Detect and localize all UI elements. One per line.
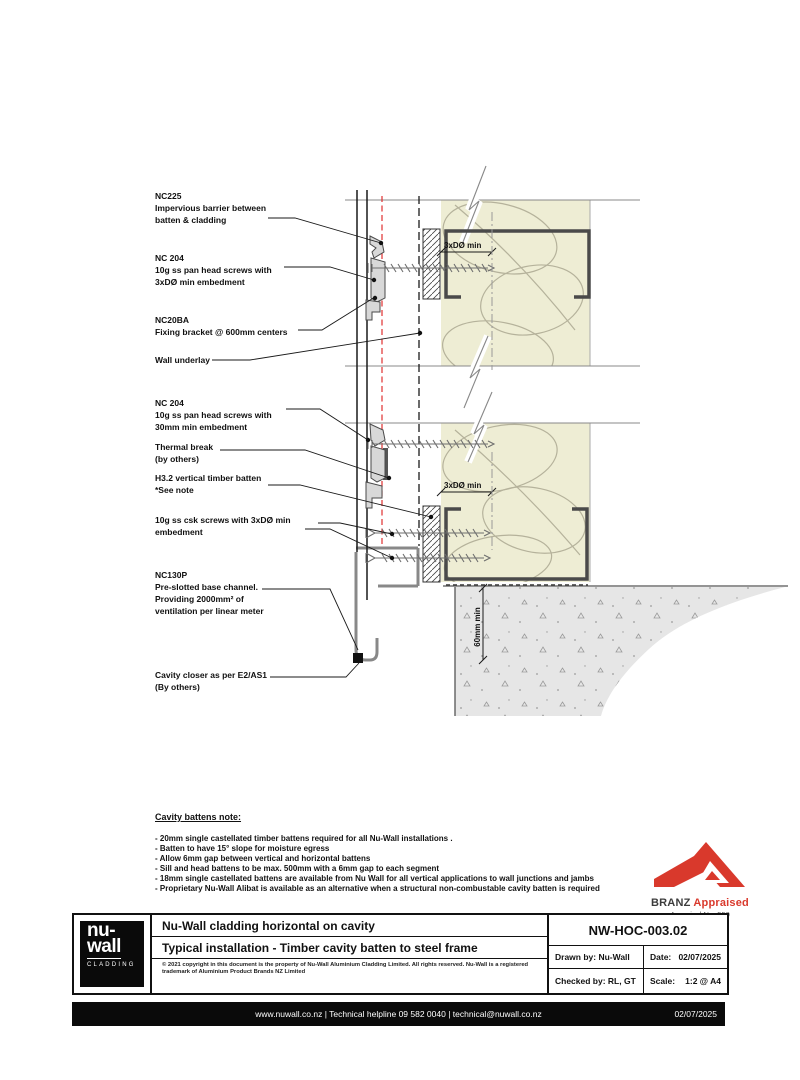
part-code: NC20BA <box>155 315 190 325</box>
branz-mark-icon <box>654 842 746 890</box>
footer-bar <box>72 1002 725 1026</box>
dim-embedment-lower-text: 3xDØ min <box>444 481 482 490</box>
checked-scale-row <box>549 969 727 993</box>
footer-contact: www.nuwall.co.nz | Technical helpline 09 582 0040 | technical@nuwall.co.nz <box>255 1009 542 1019</box>
callout-fixing-bracket: NC20BA Fixing bracket @ 600mm centers <box>155 315 288 337</box>
checked-by: Checked by: RL, GT <box>549 969 644 993</box>
date-field: Date: 02/07/2025 <box>650 952 721 962</box>
part-code: NC 204 <box>155 398 184 408</box>
drawing-subtitle: Typical installation - Timber cavity batten to steel frame <box>152 937 547 959</box>
note-item: - 20mm single castellated timber battens required for all Nu-Wall installations . <box>155 834 453 843</box>
scale-field: Scale: 1:2 @ A4 <box>650 976 721 986</box>
callout-cavity-closer: Cavity closer as per E2/AS1 (By others) <box>155 670 267 692</box>
logo-rule <box>87 958 121 959</box>
logo-cell <box>74 915 152 993</box>
concrete-slab <box>443 586 788 716</box>
callout-pan-screws-lower: NC 204 10g ss pan head screws with 30mm min embedment <box>155 398 272 432</box>
callout-timber-batten: H3.2 vertical timber batten *See note <box>155 473 262 495</box>
cavity-battens-note <box>155 812 675 894</box>
note-item: - Proprietary Nu-Wall Alibat is available as an alternative when a structural non-combustable cavity batten is required <box>155 884 600 893</box>
insulation-lower <box>437 415 592 596</box>
title-block <box>72 913 729 995</box>
callout-csk-screws: 10g ss csk screws with 3xDØ min embedment <box>155 515 291 537</box>
timber-batten-upper <box>423 229 440 299</box>
branz-label: BRANZ Appraised <box>651 897 749 909</box>
fixing-bracket-lower <box>366 424 388 508</box>
part-code: NC 204 <box>155 253 184 263</box>
part-code: NC130P <box>155 570 188 580</box>
title-cell <box>152 915 549 993</box>
dim-embedment-upper-text: 3xDØ min <box>444 241 482 250</box>
drawn-by: Drawn by: Nu-Wall <box>549 946 644 968</box>
nu-wall-logo: nu- wall CLADDING <box>80 921 144 987</box>
note-item: - Sill and head battens to be max. 500mm with a 6mm gap to each segment <box>155 864 440 873</box>
drawing-title: Nu-Wall cladding horizontal on cavity <box>152 915 547 937</box>
callout-thermal-break: Thermal break (by others) <box>155 442 214 464</box>
callout-base-channel: NC130P Pre-slotted base channel. Providing 2000mm² of ventilation per linear meter <box>155 570 264 616</box>
callout-pan-screws-upper: NC 204 10g ss pan head screws with 3xDØ min embedment <box>155 253 272 287</box>
fixing-bracket-upper <box>366 236 385 320</box>
branz-appraised-badge <box>650 842 750 919</box>
note-item: - 18mm single castellated battens are available from Nu Wall for all vertical applications to wall junctions and jambs <box>155 874 594 883</box>
revision-cell <box>549 915 727 993</box>
insulation-upper <box>435 191 590 391</box>
callout-impervious-barrier: NC225 Impervious barrier between batten & cladding <box>155 191 267 225</box>
cladding-panel <box>357 190 367 600</box>
drawn-date-row <box>549 946 727 969</box>
base-channel <box>356 548 418 660</box>
cavity-closer <box>353 653 363 663</box>
note-heading: Cavity battens note: <box>155 812 242 822</box>
callout-wall-underlay: Wall underlay <box>155 355 210 365</box>
copyright-text: © 2021 copyright in this document is the property of Nu-Wall Aluminium Cladding Limited. All rights reserved. Nu-Wall is a registered trademark of Aluminium Product Brands NZ Limited <box>162 962 529 975</box>
date-value: 02/07/2025 <box>678 952 721 962</box>
scale-value: 1:2 @ A4 <box>685 976 721 986</box>
dim-clearance-text: 60mm min <box>473 607 482 647</box>
note-item: - Batten to have 15° slope for moisture egress <box>155 844 330 853</box>
part-code: NC225 <box>155 191 182 201</box>
drawing-number: NW-HOC-003.02 <box>549 915 727 946</box>
note-item: - Allow 6mm gap between vertical and horizontal battens <box>155 854 371 863</box>
footer-date: 02/07/2025 <box>674 1009 717 1019</box>
